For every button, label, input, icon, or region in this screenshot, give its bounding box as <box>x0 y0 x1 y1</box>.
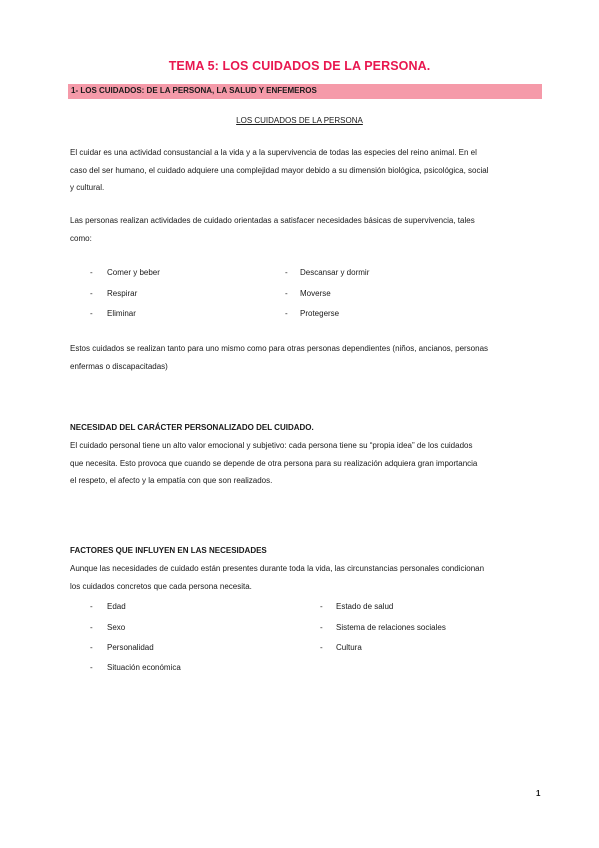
paragraph-line: como: <box>70 233 92 243</box>
list-bullet: - <box>90 268 93 277</box>
section-header-bar <box>68 84 542 99</box>
paragraph-line: Estos cuidados se realizan tanto para uno mismo como para otras personas dependientes (niños, ancianos, personas <box>70 344 489 353</box>
paragraph-line: Aunque las necesidades de cuidado están presentes durante toda la vida, las circunstancias personales condicionan <box>70 564 485 573</box>
list-item: Respirar <box>107 289 138 298</box>
list-item: Comer y beber <box>107 268 160 277</box>
list-item: Moverse <box>300 289 331 298</box>
list-bullet: - <box>90 602 93 611</box>
section-heading: FACTORES QUE INFLUYEN EN LAS NECESIDADES <box>70 546 267 555</box>
page-title: TEMA 5: LOS CUIDADOS DE LA PERSONA. <box>168 59 431 73</box>
list-item: Edad <box>107 602 126 611</box>
list-bullet: - <box>90 663 93 672</box>
list-item: Personalidad <box>107 643 154 652</box>
section-heading: NECESIDAD DEL CARÁCTER PERSONALIZADO DEL CUIDADO. <box>70 423 314 432</box>
list-bullet: - <box>285 289 288 298</box>
list-bullet: - <box>285 268 288 277</box>
list-bullet: - <box>285 309 288 318</box>
paragraph-line: caso del ser humano, el cuidado adquiere una complejidad mayor debido a su dimensión biológica, psicológica, social <box>70 165 489 175</box>
list-bullet: - <box>90 643 93 652</box>
paragraph-line: El cuidar es una actividad consustancial a la vida y a la supervivencia de todas las especies del reino animal. En el <box>70 148 477 157</box>
paragraph-basic-needs <box>70 212 542 247</box>
list-item: Sistema de relaciones sociales <box>336 623 446 632</box>
list-item: Descansar y dormir <box>300 268 370 277</box>
list-bullet: - <box>320 623 323 632</box>
list-bullet: - <box>90 309 93 318</box>
list-bullet: - <box>320 602 323 611</box>
paragraph-line: los cuidados concretos que cada persona necesita. <box>70 581 252 591</box>
subtitle: LOS CUIDADOS DE LA PERSONA <box>236 116 363 125</box>
paragraph-dependents <box>70 340 542 375</box>
paragraph-line: que necesita. Esto provoca que cuando se depende de otra persona para su realización adquiera gran importancia <box>70 458 478 468</box>
list-item: Situación económica <box>107 663 181 672</box>
paragraph-line: el respeto, el afecto y la empatía con que son realizados. <box>70 476 273 485</box>
list-bullet: - <box>90 289 93 298</box>
paragraph-line: El cuidado personal tiene un alto valor emocional y subjetivo: cada persona tiene su “propia idea” de los cuidados <box>70 441 473 450</box>
list-bullet: - <box>90 623 93 632</box>
list-item: Estado de salud <box>336 602 394 611</box>
page-number: 1 <box>536 789 541 798</box>
list-item: Eliminar <box>107 309 136 318</box>
section-header-text: 1- LOS CUIDADOS: DE LA PERSONA, LA SALUD Y ENFEMEROS <box>71 86 317 95</box>
list-item: Protegerse <box>300 309 340 318</box>
list-bullet: - <box>320 643 323 652</box>
paragraph-line: enfermas o discapacitadas) <box>70 361 168 371</box>
list-item: Sexo <box>107 623 126 632</box>
list-item: Cultura <box>336 643 362 652</box>
paragraph-line: y cultural. <box>70 183 105 192</box>
paragraph-line: Las personas realizan actividades de cuidado orientadas a satisfacer necesidades básicas de supervivencia, tales <box>70 216 475 225</box>
paragraph-factors <box>70 560 542 595</box>
paragraph-personalized-care <box>70 437 542 490</box>
paragraph-intro <box>70 144 542 197</box>
